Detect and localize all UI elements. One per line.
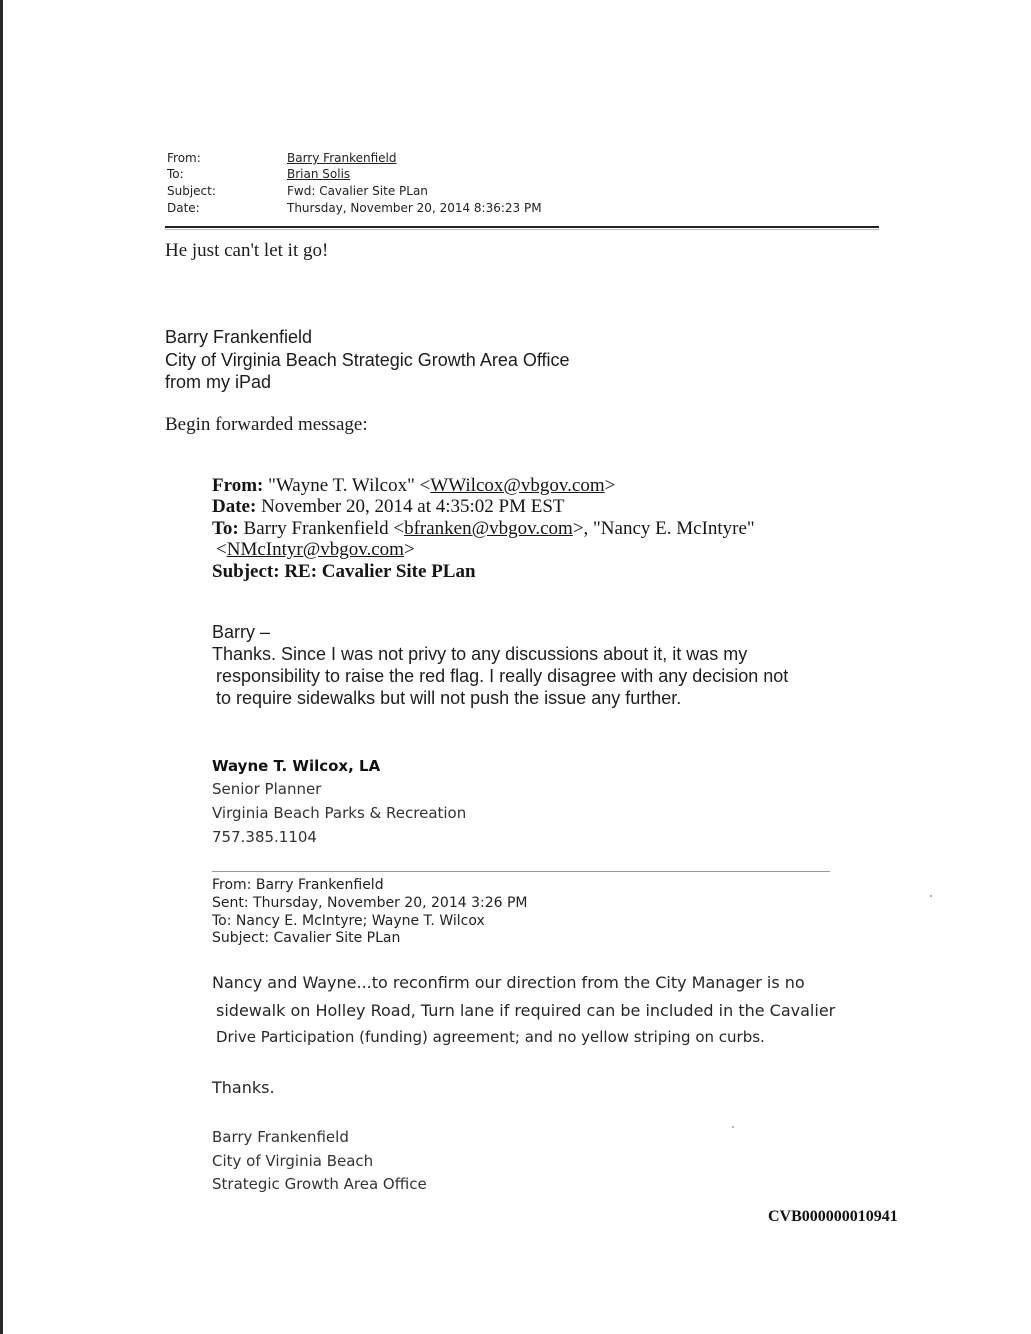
scan-speck <box>732 1126 734 1128</box>
forwarded-subject-label: Subject: <box>212 561 280 582</box>
original-sig-name: Barry Frankenfield <box>212 1128 349 1146</box>
original-body-1: Nancy and Wayne...to reconfirm our direction from the City Manager is no <box>212 973 805 992</box>
forwarded-subject <box>212 561 476 583</box>
forwarded-date-value: November 20, 2014 at 4:35:02 PM EST <box>261 496 565 517</box>
reply-greeting: Barry – <box>212 622 271 642</box>
header-date-label: Date: <box>167 201 200 215</box>
bates-number: CVB000000010941 <box>768 1208 898 1225</box>
scan-edge <box>0 0 3 1334</box>
forwarded-to <box>212 518 755 540</box>
header-date-value: Thursday, November 20, 2014 8:36:23 PM <box>287 201 542 215</box>
message-line: He just can't let it go! <box>165 240 329 261</box>
wilcox-sig-dept: Virginia Beach Parks & Recreation <box>212 804 467 822</box>
original-sig-office: Strategic Growth Area Office <box>212 1175 427 1193</box>
header-divider-shadow <box>165 229 879 230</box>
scan-speck <box>930 895 932 897</box>
forwarded-from <box>212 475 615 497</box>
message-sig-office: City of Virginia Beach Strategic Growth Area Office <box>165 350 570 370</box>
header-subject-value: Fwd: Cavalier Site PLan <box>287 184 428 198</box>
original-thanks: Thanks. <box>212 1078 275 1097</box>
forwarded-date-label: Date: <box>212 496 257 517</box>
header-to-label: To: <box>167 167 184 181</box>
forwarded-from-email[interactable]: WWilcox@vbgov.com <box>430 475 605 496</box>
original-body-3: Drive Participation (funding) agreement; and no yellow striping on curbs. <box>216 1028 765 1046</box>
header-from-value[interactable]: Barry Frankenfield <box>287 151 397 165</box>
header-to-value[interactable]: Brian Solis <box>287 167 351 181</box>
forwarded-from-name: "Wayne T. Wilcox" < <box>268 475 431 496</box>
original-subject: Subject: Cavalier Site PLan <box>212 930 401 946</box>
forward-intro: Begin forwarded message: <box>165 414 368 435</box>
original-to: To: Nancy E. McIntyre; Wayne T. Wilcox <box>212 913 485 929</box>
header-subject-label: Subject: <box>167 184 216 198</box>
original-from: From: Barry Frankenfield <box>212 877 384 893</box>
original-body-2: sidewalk on Holley Road, Turn lane if required can be included in the Cavalier <box>216 1001 836 1020</box>
forwarded-from-close: > <box>604 475 616 496</box>
forwarded-to-mid: >, "Nancy E. McIntyre" <box>572 518 755 539</box>
reply-separator <box>212 871 830 872</box>
forwarded-to-email-1[interactable]: bfranken@vbgov.com <box>404 518 573 539</box>
wilcox-sig-name: Wayne T. Wilcox, LA <box>212 757 381 775</box>
message-sig-device: from my iPad <box>165 372 272 392</box>
forwarded-from-label: From: <box>212 475 264 496</box>
reply-line-2: responsibility to raise the red flag. I really disagree with any decision not <box>216 666 789 686</box>
original-sent: Sent: Thursday, November 20, 2014 3:26 PM <box>212 895 528 911</box>
header-divider <box>165 226 879 228</box>
wilcox-sig-phone: 757.385.1104 <box>212 828 317 846</box>
reply-line-1: Thanks. Since I was not privy to any discussions about it, it was my <box>212 644 748 664</box>
message-sig-name: Barry Frankenfield <box>165 327 313 347</box>
header-from-label: From: <box>167 151 201 165</box>
forwarded-to-label: To: <box>212 518 239 539</box>
forwarded-subject-value: RE: Cavalier Site PLan <box>284 561 476 582</box>
forwarded-to-email-2[interactable]: NMcIntyr@vbgov.com <box>226 539 404 560</box>
wilcox-sig-title: Senior Planner <box>212 780 322 798</box>
forwarded-to-close: > <box>403 539 415 560</box>
original-sig-city: City of Virginia Beach <box>212 1152 374 1170</box>
forwarded-to-line2 <box>216 539 415 561</box>
forwarded-date <box>212 496 565 518</box>
forwarded-to-open: < <box>216 539 227 560</box>
forwarded-to-name: Barry Frankenfield < <box>243 518 405 539</box>
reply-line-3: to require sidewalks but will not push the issue any further. <box>216 688 682 708</box>
